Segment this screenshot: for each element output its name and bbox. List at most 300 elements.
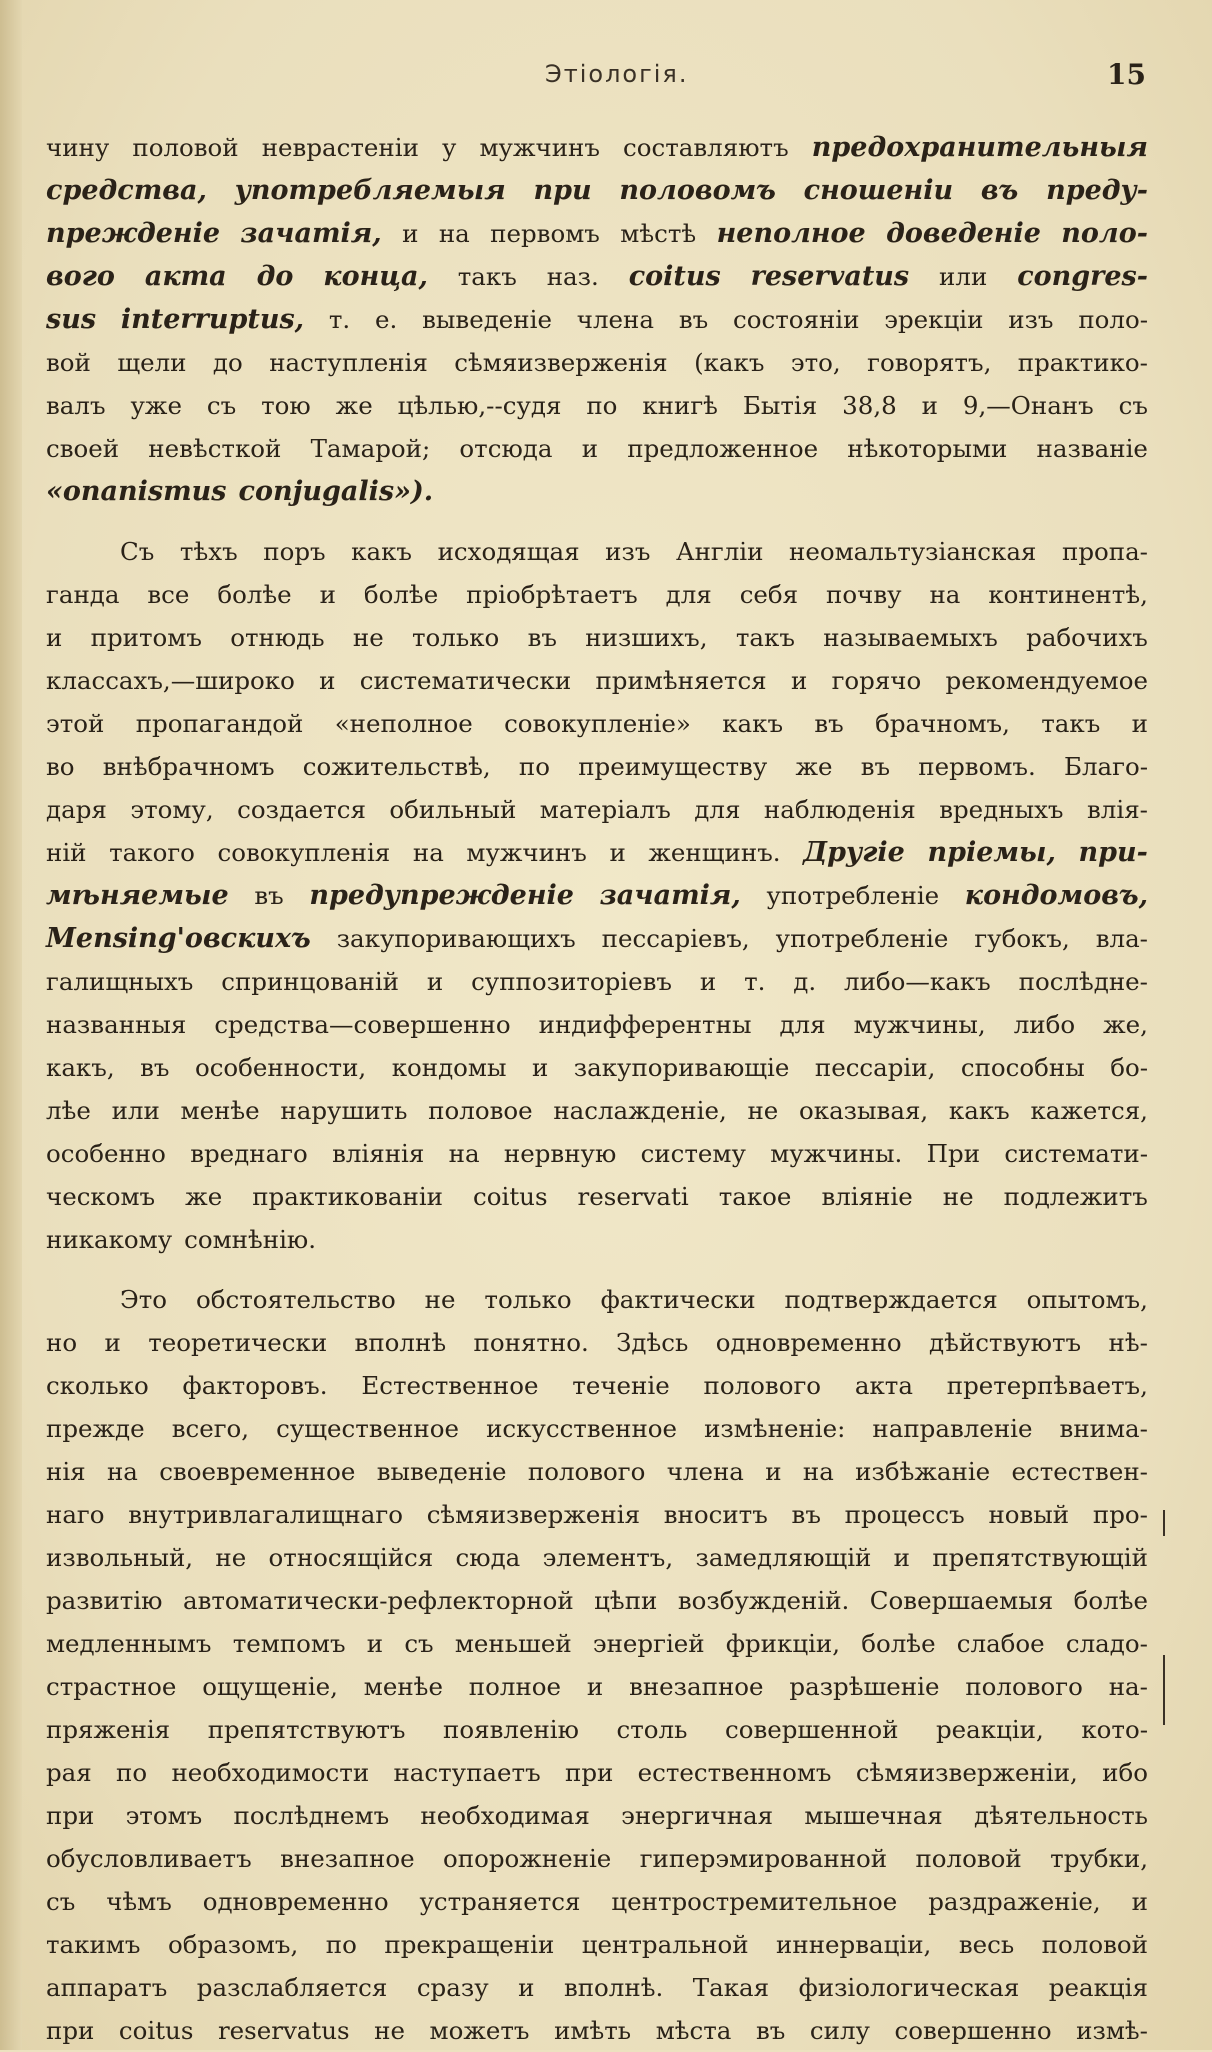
word: полового <box>527 1457 646 1486</box>
word: половое <box>428 1096 533 1125</box>
word: кондомы <box>391 1053 507 1082</box>
word: горячо <box>831 666 922 695</box>
word: существенное <box>276 1414 460 1443</box>
word: этомъ <box>125 1801 203 1830</box>
word: болѣе <box>363 580 439 609</box>
word: внима- <box>1059 1414 1148 1443</box>
word: по <box>325 1930 357 1959</box>
text-line <box>46 1278 1148 1321</box>
word: послѣдне- <box>1018 967 1148 996</box>
word: и <box>921 391 938 420</box>
emphasized-word: reservatus <box>750 261 910 292</box>
word: какъ, <box>46 1053 115 1082</box>
word: особенно <box>46 1139 166 1168</box>
word: избѣжаніе <box>855 1457 991 1486</box>
emphasized-word: conjugalis»). <box>238 476 434 507</box>
text-line <box>46 1132 1148 1175</box>
text-line <box>46 255 1148 298</box>
word: лѣе <box>46 1096 91 1125</box>
word: полное <box>468 1672 562 1701</box>
word: иннерваціи, <box>776 1930 932 1959</box>
word: индифферентны <box>538 1010 752 1039</box>
word: изъ <box>1008 305 1054 334</box>
text-line <box>46 1218 1148 1261</box>
word: При <box>926 1139 981 1168</box>
word: выведеніе <box>376 1457 507 1486</box>
word: же <box>335 391 373 420</box>
word: можетъ <box>429 2016 530 2045</box>
word: препятствующій <box>932 1543 1148 1572</box>
word: фактически <box>600 1285 756 1314</box>
word: появленію <box>443 1715 579 1744</box>
word: книгѣ <box>642 391 718 420</box>
word: Такая <box>692 1973 770 2002</box>
emphasized-word: interruptus, <box>120 304 305 335</box>
word: нѣкоторыми <box>847 434 1008 463</box>
text-line <box>46 1665 1148 1708</box>
text-line <box>46 530 1148 573</box>
word: наго <box>46 1500 105 1529</box>
word: себя <box>739 580 799 609</box>
word: Съ <box>120 537 155 566</box>
word: чѣмъ <box>106 1887 172 1916</box>
word: ческомъ <box>46 1182 156 1211</box>
word: развитію <box>46 1586 163 1615</box>
word: сѣмяизверженія <box>426 1500 641 1529</box>
word: по <box>116 1758 148 1787</box>
word: вліяніе <box>821 1182 913 1211</box>
word: внѣбрачномъ <box>102 752 275 781</box>
word: оказывая, <box>799 1096 929 1125</box>
word: элементъ, <box>542 1543 674 1572</box>
word: уже <box>130 391 182 420</box>
word: энергіей <box>592 1629 705 1658</box>
word: д. <box>793 967 817 996</box>
word: не <box>374 2016 405 2045</box>
text-line <box>46 1622 1148 1665</box>
word: такого <box>109 838 195 867</box>
word: совокупленіе» <box>504 709 691 738</box>
word: пряженія <box>46 1715 171 1744</box>
word: естественномъ <box>637 1758 832 1787</box>
word: центральной <box>581 1930 749 1959</box>
word: въ <box>755 2016 786 2045</box>
word: наслажденіе, <box>553 1096 727 1125</box>
word: измѣ- <box>1076 2016 1148 2045</box>
word: разслабляется <box>196 1973 388 2002</box>
word: Это <box>120 1285 168 1314</box>
word: претерпѣваетъ, <box>946 1371 1148 1400</box>
word: сюда <box>455 1543 521 1572</box>
text-line <box>46 1579 1148 1622</box>
text-line <box>46 1175 1148 1218</box>
margin-mark <box>1163 1655 1165 1725</box>
word: почву <box>826 580 902 609</box>
word: внезапное <box>629 1672 764 1701</box>
word: страстное <box>46 1672 177 1701</box>
word: и <box>402 219 419 248</box>
word: Естественное <box>361 1371 539 1400</box>
word: про- <box>1092 1500 1148 1529</box>
word: наступленія <box>269 348 428 377</box>
text-line <box>46 1708 1148 1751</box>
word: же, <box>1103 1010 1148 1039</box>
word: но <box>46 1328 78 1357</box>
page-gutter <box>0 0 22 2050</box>
word: практикованіи <box>252 1182 443 1211</box>
word: половой <box>1041 1930 1148 1959</box>
text-line <box>46 1089 1148 1132</box>
word: автоматически-рефлекторной <box>182 1586 574 1615</box>
word: и <box>893 1543 911 1572</box>
text-line <box>46 1880 1148 1923</box>
word: какъ <box>948 1096 1010 1125</box>
word: мѣста <box>655 2016 732 2045</box>
word: весь <box>958 1930 1015 1959</box>
word: вла- <box>1095 924 1148 953</box>
text-line <box>46 298 1148 341</box>
word: либо <box>1013 1010 1076 1039</box>
word: понятно. <box>473 1328 589 1357</box>
text-line <box>46 1966 1148 2009</box>
word: мужчины, <box>853 1010 986 1039</box>
emphasized-word: предупрежденіе <box>309 880 574 911</box>
word: извольный, <box>46 1543 194 1572</box>
word: наз. <box>546 262 599 291</box>
text-line <box>46 1536 1148 1579</box>
word: сѣмяизверженія <box>454 348 668 377</box>
emphasized-word: акта <box>144 261 227 292</box>
word: измѣненіе: <box>704 1414 846 1443</box>
word: сѣмяизверженіи, <box>855 1758 1078 1787</box>
text-line <box>46 874 1148 917</box>
emphasized-word: половомъ <box>619 175 776 206</box>
paragraph <box>46 530 1148 1261</box>
word: ибо <box>1102 1758 1148 1787</box>
word: вой <box>46 348 91 377</box>
emphasized-word: Другіе <box>803 837 905 868</box>
word: притомъ <box>90 623 202 652</box>
word: процессъ <box>844 1500 965 1529</box>
word: половой <box>915 1844 1022 1873</box>
word: темпомъ <box>232 1629 346 1658</box>
text-line <box>46 1003 1148 1046</box>
word: этому, <box>130 795 214 824</box>
word: эрекціи <box>884 305 984 334</box>
word: для <box>665 580 712 609</box>
word: столь <box>616 1715 688 1744</box>
word: силу <box>809 2016 870 2045</box>
word: трубки, <box>1050 1844 1148 1873</box>
word: для <box>694 795 741 824</box>
word: составляютъ <box>623 133 789 162</box>
word: такое <box>718 1182 792 1211</box>
word: рая <box>46 1758 92 1787</box>
word: и <box>426 967 444 996</box>
word: не <box>424 1285 456 1314</box>
word: систему <box>640 1139 746 1168</box>
word: и <box>1131 709 1148 738</box>
word: закупоривающіе <box>573 1053 790 1082</box>
word: нарушить <box>280 1096 408 1125</box>
word: или <box>111 1096 160 1125</box>
word: новый <box>988 1500 1070 1529</box>
word: при <box>46 1801 95 1830</box>
text-line <box>46 126 1148 169</box>
word: на <box>412 838 444 867</box>
word: раздраженіе, <box>928 1887 1101 1916</box>
word: естествен- <box>1011 1457 1148 1486</box>
word: болѣе <box>861 1629 936 1658</box>
word: въ <box>527 623 557 652</box>
word: поръ <box>263 537 326 566</box>
word: матеріалъ <box>539 795 671 824</box>
text-line <box>46 573 1148 616</box>
word: континентѣ, <box>988 580 1148 609</box>
word: полового <box>965 1672 1083 1701</box>
word: внутривлагалищнаго <box>128 1500 403 1529</box>
text-line <box>46 1751 1148 1794</box>
word: совокупленія <box>217 838 391 867</box>
word: искусственное <box>486 1414 678 1443</box>
word: пропа- <box>1061 537 1148 566</box>
word: же <box>185 1182 223 1211</box>
word: относящійся <box>268 1543 434 1572</box>
emphasized-word: употребляемыя <box>234 175 506 206</box>
text-line <box>46 616 1148 659</box>
word: ній <box>46 838 87 867</box>
word: это, <box>790 348 841 377</box>
text-line <box>46 917 1148 960</box>
word: замедляющій <box>695 1543 872 1572</box>
word: цѣлью,--судя <box>397 391 562 420</box>
text-line <box>46 659 1148 702</box>
word: по <box>586 391 618 420</box>
word: всего, <box>171 1414 250 1443</box>
emphasized-word: «onanismus <box>46 476 227 507</box>
word: медленнымъ <box>46 1629 212 1658</box>
emphasized-word: мѣняемые <box>46 880 229 911</box>
word: одновременно <box>202 1887 389 1916</box>
word: первомъ <box>490 219 600 248</box>
word: тою <box>261 391 311 420</box>
word: не <box>942 1182 974 1211</box>
word: какъ <box>351 537 412 566</box>
word: е. <box>375 305 398 334</box>
emphasized-word: до <box>256 261 294 292</box>
text-line <box>46 470 1148 513</box>
word: и <box>104 1328 121 1357</box>
word: Здѣсь <box>616 1328 689 1357</box>
word: обстоятельство <box>195 1285 396 1314</box>
word: же <box>795 752 833 781</box>
word: reservati <box>577 1182 689 1211</box>
word: какъ <box>722 709 784 738</box>
word: до <box>212 348 243 377</box>
emphasized-word: Mensing'овскихъ <box>46 923 311 954</box>
word: пропагандой <box>135 709 304 738</box>
word: рекомендуемое <box>945 666 1148 695</box>
word: тѣхъ <box>179 537 238 566</box>
word: систематически <box>359 666 572 695</box>
text-line <box>46 1046 1148 1089</box>
text-line <box>46 2009 1148 2052</box>
word: въ <box>140 1053 170 1082</box>
word: совершенной <box>724 1715 899 1744</box>
text-line <box>46 702 1148 745</box>
word: и <box>790 666 808 695</box>
word: кажется, <box>1030 1096 1148 1125</box>
word: не <box>352 623 384 652</box>
word: опорожненіе <box>443 1844 612 1873</box>
emphasized-word: неполное <box>716 218 866 249</box>
word: и <box>699 967 717 996</box>
text-line <box>46 1923 1148 1966</box>
word: препятствуютъ <box>207 1715 406 1744</box>
word: нервную <box>503 1139 617 1168</box>
word: особенности, <box>194 1053 367 1082</box>
text-line <box>46 1837 1148 1880</box>
word: Совершаемыя <box>869 1586 1054 1615</box>
word: въ <box>254 881 284 910</box>
word: дѣятельность <box>974 1801 1148 1830</box>
emphasized-word: конца, <box>323 261 428 292</box>
word: гиперэмированной <box>639 1844 888 1873</box>
text-line <box>46 1450 1148 1493</box>
emphasized-word: кондомовъ, <box>964 880 1148 911</box>
word: вполнѣ. <box>563 1973 664 2002</box>
word: и <box>609 838 626 867</box>
emphasized-word: при- <box>1078 837 1148 868</box>
word: физіологическая <box>798 1973 1020 2002</box>
word: пессаріевъ, <box>601 924 750 953</box>
word: во <box>46 752 75 781</box>
word: т. <box>328 305 351 334</box>
word: менѣе <box>180 1096 260 1125</box>
word: создается <box>237 795 366 824</box>
word: опытомъ, <box>1026 1285 1148 1314</box>
word: рабочихъ <box>1026 623 1148 652</box>
word: слабое <box>956 1629 1045 1658</box>
word: возбужденій. <box>677 1586 850 1615</box>
word: образомъ, <box>167 1930 299 1959</box>
text-line <box>46 341 1148 384</box>
word: разрѣшеніе <box>789 1672 940 1701</box>
word: члена <box>666 1457 744 1486</box>
word: нія <box>46 1457 86 1486</box>
word: при <box>46 2016 95 2045</box>
word: мѣстѣ <box>620 219 697 248</box>
word: половой <box>132 133 239 162</box>
emphasized-word: сношеніи <box>803 175 954 206</box>
emphasized-word: при <box>533 175 592 206</box>
word: coitus <box>118 2016 194 2045</box>
emphasized-word: прежденіе <box>46 218 221 249</box>
word: классахъ,—широко <box>46 666 295 695</box>
emphasized-word: поло- <box>1061 218 1148 249</box>
word: вреднаго <box>190 1139 308 1168</box>
word: наступаетъ <box>393 1758 541 1787</box>
word: кото- <box>1081 1715 1148 1744</box>
emphasized-word: преду- <box>1046 175 1148 206</box>
word: съ <box>206 391 237 420</box>
running-head: Этіологія. <box>545 60 689 88</box>
text-line <box>46 169 1148 212</box>
word: на <box>438 219 470 248</box>
word: болѣе <box>217 580 292 609</box>
word: все <box>147 580 190 609</box>
word: пессаріи, <box>814 1053 936 1082</box>
word: реакція <box>1048 1973 1148 2002</box>
word: такъ <box>735 623 795 652</box>
word: въ <box>791 1500 821 1529</box>
word: такимъ <box>46 1930 141 1959</box>
word: губокъ, <box>974 924 1070 953</box>
word: на <box>929 580 961 609</box>
emphasized-word: congres- <box>1017 261 1148 292</box>
word: сладо- <box>1065 1629 1148 1658</box>
word: прекращеніи <box>384 1930 555 1959</box>
word: Благо- <box>1063 752 1148 781</box>
word: Бытія <box>742 391 818 420</box>
word: coitus <box>473 1182 548 1211</box>
word: мужчинъ <box>466 838 587 867</box>
word: чину <box>46 133 110 162</box>
word: направленіе <box>872 1414 1033 1443</box>
word: мужчины. <box>770 1139 903 1168</box>
word: выведеніе <box>422 305 552 334</box>
word: въ <box>814 709 844 738</box>
word: дѣйствуютъ <box>929 1328 1082 1357</box>
word: галищныхъ <box>46 967 194 996</box>
word: неврастеніи <box>261 133 419 162</box>
word: своей <box>46 434 120 463</box>
word: неомальтузіанская <box>789 537 1037 566</box>
word: наблюденія <box>763 795 916 824</box>
word: щели <box>117 348 187 377</box>
word: влія- <box>1087 795 1148 824</box>
word: сколько <box>46 1371 149 1400</box>
text-line <box>46 384 1148 427</box>
word: обусловливаетъ <box>46 1844 252 1873</box>
emphasized-word: доведеніе <box>886 218 1041 249</box>
word: либо—какъ <box>844 967 991 996</box>
text-line <box>46 427 1148 470</box>
word: названіе <box>1036 434 1148 463</box>
emphasized-word: зачатія, <box>599 880 741 911</box>
word: (какъ <box>694 348 765 377</box>
word: брачномъ, <box>875 709 1010 738</box>
word: меньшей <box>454 1629 572 1658</box>
word: Англіи <box>676 537 764 566</box>
word: и <box>518 1973 535 2002</box>
word: для <box>779 1010 826 1039</box>
word: послѣднемъ <box>233 1801 390 1830</box>
word: 9,—Онанъ <box>962 391 1094 420</box>
word: изъ <box>605 537 651 566</box>
word: отнюдь <box>230 623 325 652</box>
word: примѣняется <box>595 666 767 695</box>
word: reservatus <box>217 2016 350 2045</box>
word: никакому <box>46 1225 173 1254</box>
word: фрикціи, <box>725 1629 841 1658</box>
word: при <box>564 1758 614 1787</box>
word: съ <box>1118 391 1148 420</box>
word: и <box>319 580 336 609</box>
word: и <box>366 1629 384 1658</box>
word: на <box>802 1457 834 1486</box>
word: отсюда <box>459 434 553 463</box>
